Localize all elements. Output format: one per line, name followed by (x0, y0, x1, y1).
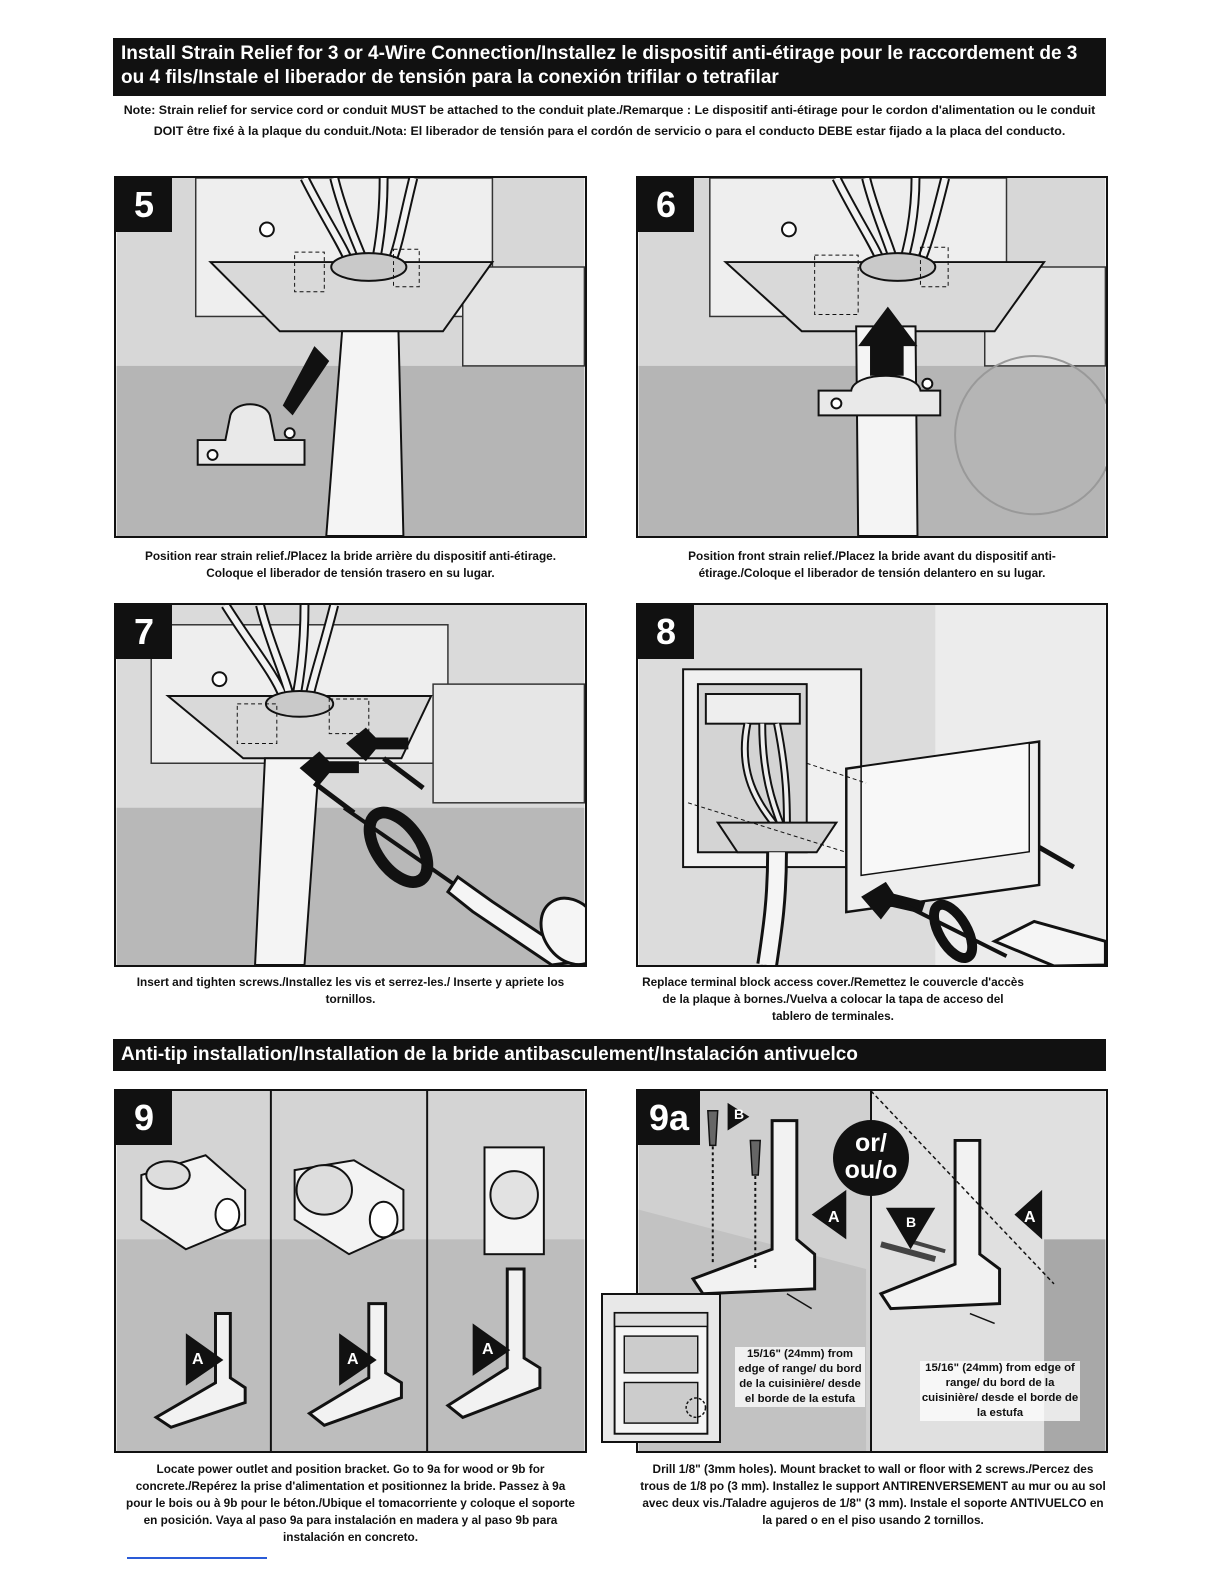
section-banner-anti-tip (113, 1039, 1106, 1071)
step-6-caption: Position front strain relief./Placez la bride avant du dispositif anti-étirage./Coloque el liberador de tensión delantero en su lugar. (688, 549, 1056, 580)
section-title-anti-tip: Anti-tip installation/Installation de la bride antibasculement/Instalación antivuelco (121, 1044, 858, 1065)
or-badge-line1: or/ (855, 1129, 887, 1157)
step-6-number: 6 (638, 178, 694, 232)
bracket-a-label-2: A (347, 1351, 359, 1368)
step-8-caption: Replace terminal block access cover./Remettez le couvercle d'accès de la plaque à bornes./Vuelva a colocar la tapa de acceso del tablero de terminales. (642, 975, 1024, 1023)
range-inset (601, 1293, 721, 1443)
step-7-number: 7 (116, 605, 172, 659)
or-badge (833, 1120, 909, 1196)
range-icon (603, 1295, 719, 1441)
step-9-number: 9 (116, 1091, 172, 1145)
step-5-illustration (116, 178, 585, 536)
note-text: Note: Strain relief for service cord or conduit MUST be attached to the conduit plate./Remarque : Le dispositif anti-étirage pour le cordon d'alimentation ou le conduit DOIT être fixé à la plaque du conduit./Nota: El liberador de tensión para el cordón de servicio o para el conducto DEBE estar fijado a la placa del conducto. (123, 103, 1096, 138)
footer-underline (127, 1557, 267, 1559)
step-6-illustration (638, 178, 1106, 536)
bracket-a-label-5: A (1024, 1209, 1036, 1226)
step-7-illustration (116, 605, 585, 965)
step-9-panel (114, 1089, 587, 1453)
screw-b-label-2: B (906, 1214, 917, 1230)
step-5-number: 5 (116, 178, 172, 232)
bracket-a-label-4: A (828, 1209, 840, 1226)
step-8-number: 8 (638, 605, 694, 659)
step-8-illustration (638, 605, 1106, 965)
step-5-caption: Position rear strain relief./Placez la bride arrière du dispositif anti-étirage. Coloque el liberador de tensión trasero en su lugar. (144, 549, 557, 580)
step-9-caption: Locate power outlet and position bracket. Go to 9a for wood or 9b for concrete./Repérez la prise d'alimentation et positionnez la bride. Passez à 9a pour le bois ou à 9b pour le béton./Ubique el tomacorriente y coloque el soporte en posición. Vaya al paso 9a para instalación en madera y al paso 9b para instalación en concreto. (126, 1462, 575, 1544)
or-badge-line2: ou/o (844, 1156, 898, 1184)
step-9a-caption: Drill 1/8" (3mm holes). Mount bracket to wall or floor with 2 screws./Percez des trous de 1/8 po (3 mm). Installez le support ANTIRENVERSEMENT au mur ou au sol avec deux vis./Taladre agujeros de 1/8" (3 mm). Instale el soporte ANTIVUELCO en la pared o en el piso usando 2 tornillos. (640, 1462, 1106, 1527)
step-7-panel (114, 603, 587, 967)
section-banner-strain-relief (113, 38, 1106, 96)
measurement-label-2: 15/16" (24mm) from edge of range/ du bord de la cuisinière/ desde el borde de la estufa (921, 1362, 1079, 1419)
step-8-panel (636, 603, 1108, 967)
screw-b-label-1: B (734, 1106, 745, 1122)
step-9a-number: 9a (638, 1091, 700, 1145)
step-5-panel (114, 176, 587, 538)
measurement-label-1: 15/16" (24mm) from edge of range/ du bord de la cuisinière/ desde el borde de la estufa (735, 1347, 865, 1407)
step-6-panel (636, 176, 1108, 538)
bracket-a-label-3: A (482, 1341, 494, 1358)
section-title-strain-relief: Install Strain Relief for 3 or 4-Wire Connection/Installez le dispositif anti-étirage pour le raccordement de 3 ou 4 fils/Instale el liberador de tensión para la conexión trifilar o tetrafilar (121, 43, 1078, 88)
step-9-illustration (116, 1091, 585, 1451)
step-7-caption: Insert and tighten screws./Installez les vis et serrez-les./ Inserte y apriete los tornillos. (136, 975, 565, 1006)
bracket-a-label-1: A (192, 1351, 204, 1368)
